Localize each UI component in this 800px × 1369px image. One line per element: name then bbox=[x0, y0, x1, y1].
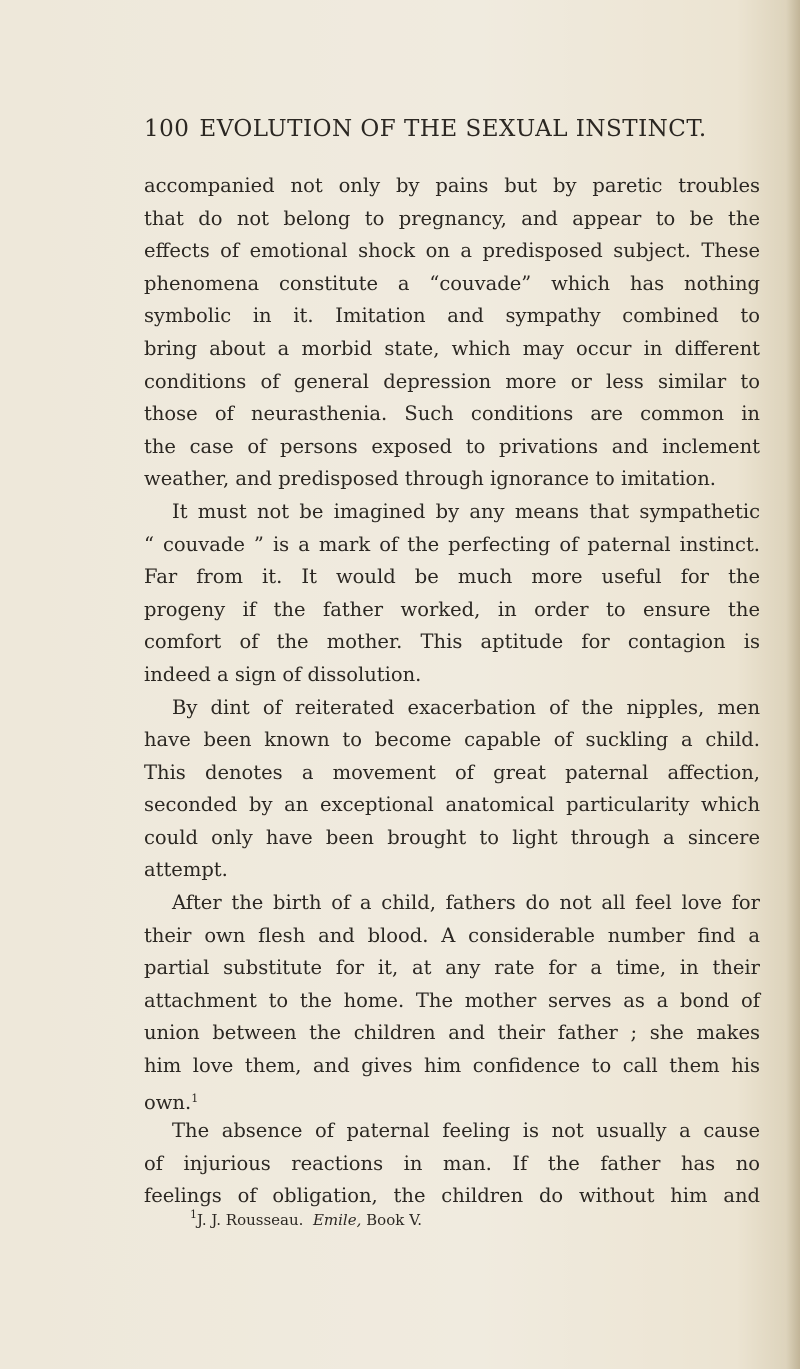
text-line: comfort of the mother. This aptitude for contagion is bbox=[144, 630, 760, 654]
text-line: conditions of general depression more or less similar to bbox=[144, 369, 760, 393]
footnote-location: Book V. bbox=[366, 1211, 423, 1229]
footnote-author: J. J. Rousseau. bbox=[197, 1211, 304, 1229]
text-line: attempt. bbox=[144, 858, 228, 882]
page-number: 100 bbox=[144, 116, 190, 142]
text-line: feelings of obligation, the children do without him and bbox=[144, 1184, 760, 1208]
text-line: partial substitute for it, at any rate for a time, in their bbox=[144, 956, 760, 980]
body-text bbox=[144, 170, 760, 1213]
text-line: This denotes a movement of great paternal affection, bbox=[144, 760, 760, 784]
text-line: indeed a sign of dissolution. bbox=[144, 662, 422, 686]
text-line: seconded by an exceptional anatomical particularity which bbox=[144, 793, 760, 817]
text-line: phenomena constitute a “couvade” which has nothing bbox=[144, 271, 760, 295]
text-line: symbolic in it. Imitation and sympathy combined to bbox=[144, 304, 760, 328]
text-line: progeny if the father worked, in order to ensure the bbox=[144, 597, 760, 621]
text-line: those of neurasthenia. Such conditions are common in bbox=[144, 402, 760, 426]
text-line: have been known to become capable of suckling a child. bbox=[144, 728, 760, 752]
text-line-with-footnote bbox=[144, 1083, 760, 1116]
footnote-reference: 1 bbox=[191, 1091, 199, 1105]
running-title: EVOLUTION OF THE SEXUAL INSTINCT. bbox=[199, 116, 707, 142]
running-head bbox=[144, 116, 724, 142]
text-line: of injurious reactions in man. If the father has no bbox=[144, 1151, 760, 1175]
page-edge-shadow bbox=[786, 0, 800, 1369]
paragraph-first-line: It must not be imagined by any means that sympathetic bbox=[172, 499, 760, 523]
text-line: that do not belong to pregnancy, and appear to be the bbox=[144, 206, 760, 230]
text-line: effects of emotional shock on a predisposed subject. These bbox=[144, 239, 760, 263]
paragraph-first-line: By dint of reiterated exacerbation of the nipples, men bbox=[172, 695, 760, 719]
text-line: Far from it. It would be much more useful for the bbox=[144, 565, 760, 589]
text-line: weather, and predisposed through ignorance to imitation. bbox=[144, 467, 716, 491]
paragraph-first-line: The absence of paternal feeling is not usually a cause bbox=[172, 1119, 760, 1143]
text-line: could only have been brought to light through a sincere bbox=[144, 825, 760, 849]
paragraph-first-line: After the birth of a child, fathers do not all feel love for bbox=[172, 891, 760, 915]
text-line: the case of persons exposed to privations and inclement bbox=[144, 434, 760, 458]
footnote bbox=[190, 1208, 422, 1229]
text-line: accompanied not only by pains but by paretic troubles bbox=[144, 174, 760, 197]
text-line: bring about a morbid state, which may occur in different bbox=[144, 336, 760, 360]
text-line: “ couvade ” is a mark of the perfecting of paternal instinct. bbox=[144, 532, 760, 556]
text-line: union between the children and their father ; she makes bbox=[144, 1021, 760, 1045]
footnote-title: Emile, bbox=[312, 1211, 362, 1229]
footnote-marker: 1 bbox=[190, 1208, 197, 1221]
text-line: own. bbox=[144, 1090, 192, 1114]
text-line: him love them, and gives him confidence to call them his bbox=[144, 1054, 760, 1078]
text-line: attachment to the home. The mother serves as a bond of bbox=[144, 988, 760, 1012]
text-line: their own flesh and blood. A considerable number find a bbox=[144, 923, 760, 947]
